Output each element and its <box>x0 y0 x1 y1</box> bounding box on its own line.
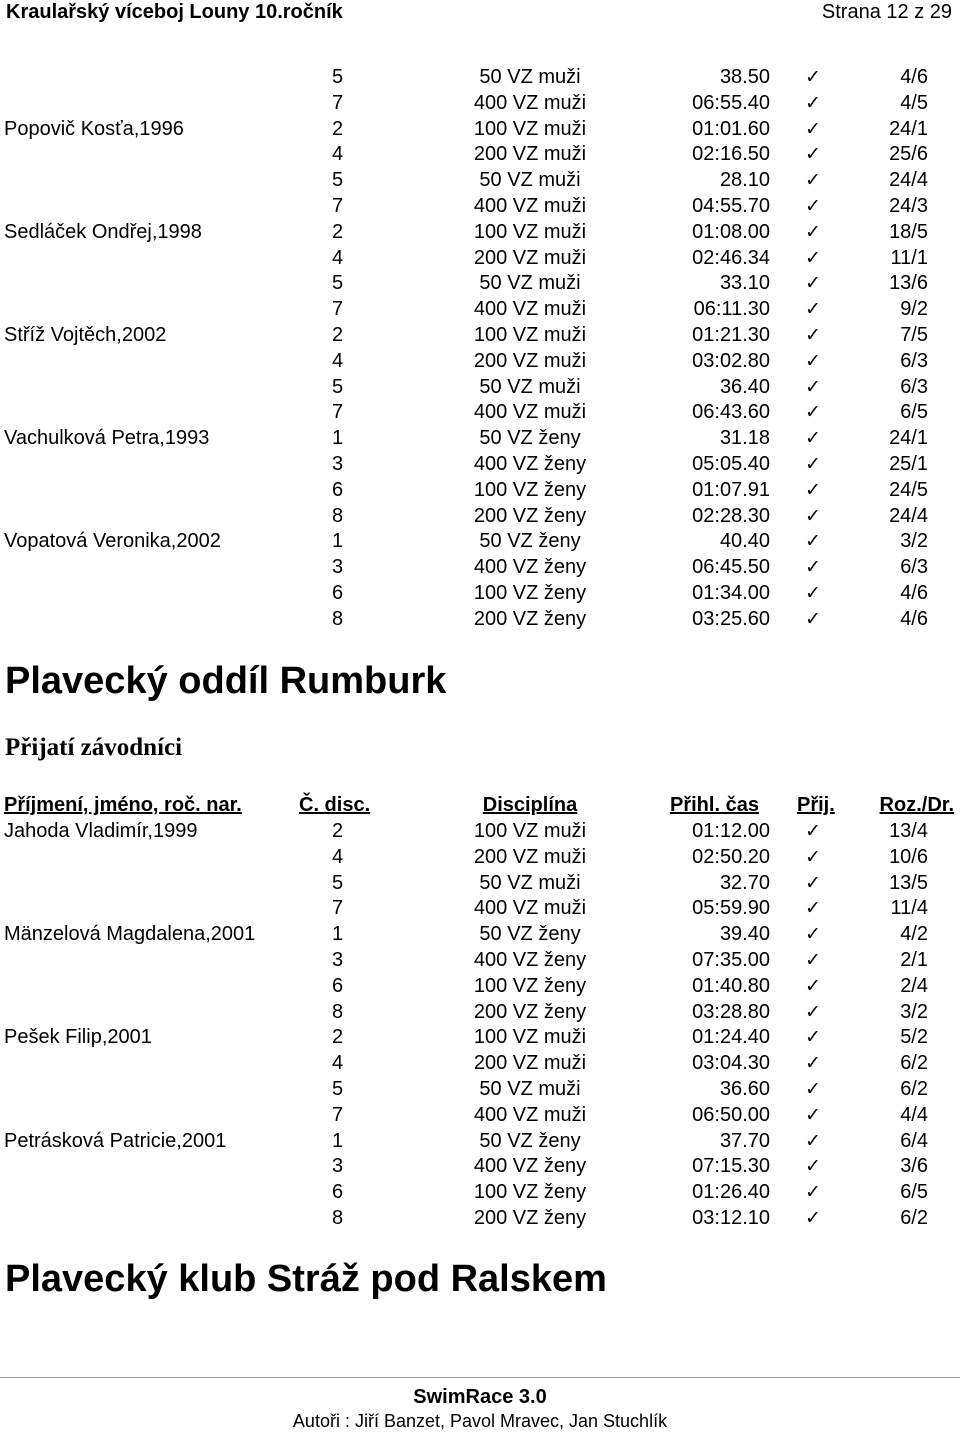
discipline: 400 VZ ženy <box>473 556 587 579</box>
checkmark-icon: ✓ <box>805 401 821 424</box>
entry-time: 31.18 <box>719 427 770 450</box>
table-row <box>0 922 960 948</box>
entry-time: 01:24.40 <box>692 1026 770 1049</box>
entry-time: 32.70 <box>719 871 770 894</box>
checkmark-icon: ✓ <box>805 66 821 88</box>
heat-lane: 24/4 <box>889 504 928 527</box>
table-row <box>0 1077 960 1103</box>
entry-time: 01:21.30 <box>692 323 770 346</box>
heat-lane: 10/6 <box>889 845 928 868</box>
checkmark-icon: ✓ <box>805 1052 821 1075</box>
heat-lane: 25/1 <box>889 452 928 475</box>
heat-lane: 2/4 <box>900 974 928 997</box>
checkmark-icon: ✓ <box>805 1077 821 1100</box>
heat-lane: 13/6 <box>889 272 928 295</box>
event-number: 3 <box>332 556 344 579</box>
checkmark-icon: ✓ <box>805 220 821 243</box>
entry-time: 03:02.80 <box>692 349 770 372</box>
entry-time: 06:50.00 <box>692 1103 770 1126</box>
checkmark-icon: ✓ <box>805 948 821 971</box>
footer-product-name: SwimRace 3.0 <box>413 1386 547 1408</box>
table-row <box>0 349 960 375</box>
checkmark-icon: ✓ <box>805 117 821 140</box>
page-header <box>0 0 960 40</box>
table-row <box>0 1103 960 1129</box>
swimmer-name: Mänzelová Magdalena,2001 <box>4 923 256 946</box>
event-number: 1 <box>332 923 344 946</box>
table-row <box>0 871 960 897</box>
entry-time: 33.10 <box>719 272 770 295</box>
discipline: 400 VZ muži <box>473 91 587 114</box>
entry-time: 03:12.10 <box>692 1206 770 1229</box>
entry-time: 01:07.91 <box>692 478 770 501</box>
checkmark-icon: ✓ <box>805 169 821 192</box>
checkmark-icon: ✓ <box>805 298 821 321</box>
entry-time: 02:46.34 <box>692 246 770 269</box>
event-number: 2 <box>332 1026 344 1049</box>
checkmark-icon: ✓ <box>805 556 821 579</box>
checkmark-icon: ✓ <box>805 974 821 997</box>
table-row <box>0 1051 960 1077</box>
heat-lane: 18/5 <box>889 220 928 243</box>
table-row <box>0 1154 960 1180</box>
event-number: 2 <box>332 220 344 243</box>
entry-time: 37.70 <box>719 1129 770 1152</box>
entry-time: 01:34.00 <box>692 581 770 604</box>
table-row <box>0 1129 960 1155</box>
swimmer-name: Jahoda Vladimír,1999 <box>4 820 198 842</box>
checkmark-icon: ✓ <box>805 1026 821 1049</box>
event-number: 7 <box>332 91 344 114</box>
event-number: 3 <box>332 1155 344 1178</box>
document-title: Kraulařský víceboj Louny 10.ročník <box>6 1 343 23</box>
discipline: 200 VZ ženy <box>473 1206 587 1229</box>
entry-time: 39.40 <box>719 923 770 946</box>
heat-lane: 2/1 <box>900 948 928 971</box>
swimmer-name: Popovič Kosťa,1996 <box>4 117 184 140</box>
table-row <box>0 117 960 143</box>
heat-lane: 6/3 <box>900 349 928 372</box>
entry-time: 02:28.30 <box>692 504 770 527</box>
discipline: 400 VZ muži <box>473 1103 587 1126</box>
footer-authors: Autoři : Jiří Banzet, Pavol Mravec, Jan Stuchlík <box>292 1411 668 1431</box>
table-row <box>0 65 960 91</box>
discipline: 100 VZ ženy <box>473 974 587 997</box>
table-row <box>0 607 960 633</box>
footer-divider <box>0 1377 960 1378</box>
entry-time: 04:55.70 <box>692 194 770 217</box>
discipline: 100 VZ muži <box>473 820 587 842</box>
table-row <box>0 1025 960 1051</box>
discipline: 50 VZ muži <box>479 1077 581 1100</box>
entry-time: 01:12.00 <box>692 820 770 842</box>
discipline: 50 VZ ženy <box>479 530 581 553</box>
column-header-event-number: Č. disc. <box>299 794 371 816</box>
event-number: 5 <box>332 1077 344 1100</box>
discipline: 50 VZ ženy <box>479 427 581 450</box>
event-number: 5 <box>332 169 344 192</box>
discipline: 100 VZ ženy <box>473 581 587 604</box>
heat-lane: 24/1 <box>889 117 928 140</box>
heat-lane: 24/4 <box>889 169 928 192</box>
table-row <box>0 194 960 220</box>
heat-lane: 9/2 <box>900 298 928 321</box>
heat-lane: 4/4 <box>900 1103 928 1126</box>
entry-time: 01:01.60 <box>692 117 770 140</box>
checkmark-icon: ✓ <box>805 1181 821 1204</box>
checkmark-icon: ✓ <box>805 246 821 269</box>
checkmark-icon: ✓ <box>805 897 821 920</box>
heat-lane: 6/3 <box>900 375 928 398</box>
entry-time: 06:55.40 <box>692 91 770 114</box>
entry-time: 02:50.20 <box>692 845 770 868</box>
table-row <box>0 529 960 555</box>
heat-lane: 3/2 <box>900 1000 928 1023</box>
event-number: 4 <box>332 349 344 372</box>
heat-lane: 4/6 <box>900 607 928 630</box>
entry-time: 02:16.50 <box>692 143 770 166</box>
checkmark-icon: ✓ <box>805 478 821 501</box>
checkmark-icon: ✓ <box>805 1206 821 1229</box>
column-header-accepted: Přij. <box>797 794 835 816</box>
results-block-rumburk <box>0 819 960 1232</box>
table-row <box>0 819 960 845</box>
discipline: 200 VZ ženy <box>473 1000 587 1023</box>
heat-lane: 13/5 <box>889 871 928 894</box>
checkmark-icon: ✓ <box>805 349 821 372</box>
event-number: 8 <box>332 1206 344 1229</box>
entry-time: 38.50 <box>719 66 770 88</box>
table-row <box>0 948 960 974</box>
column-header-heat-lane: Roz./Dr. <box>879 794 954 816</box>
heat-lane: 24/5 <box>889 478 928 501</box>
swimmer-name: Vachulková Petra,1993 <box>4 427 210 450</box>
checkmark-icon: ✓ <box>805 923 821 946</box>
discipline: 50 VZ muži <box>479 272 581 295</box>
entry-time: 05:59.90 <box>692 897 770 920</box>
heat-lane: 3/6 <box>900 1155 928 1178</box>
discipline: 50 VZ muži <box>479 871 581 894</box>
event-number: 7 <box>332 897 344 920</box>
table-row <box>0 974 960 1000</box>
table-row <box>0 1206 960 1232</box>
page-number: Strana 12 z 29 <box>821 1 952 23</box>
discipline: 100 VZ muži <box>473 1026 587 1049</box>
checkmark-icon: ✓ <box>805 504 821 527</box>
checkmark-icon: ✓ <box>805 871 821 894</box>
event-number: 1 <box>332 530 344 553</box>
entry-time: 36.40 <box>719 375 770 398</box>
event-number: 4 <box>332 1052 344 1075</box>
heat-lane: 25/6 <box>889 143 928 166</box>
heat-lane: 4/5 <box>900 91 928 114</box>
checkmark-icon: ✓ <box>805 845 821 868</box>
club-heading-straz-pod-ralskem: Plavecký klub Stráž pod Ralskem <box>5 1258 607 1300</box>
entry-time: 05:05.40 <box>692 452 770 475</box>
event-number: 8 <box>332 1000 344 1023</box>
table-row <box>0 323 960 349</box>
discipline: 400 VZ ženy <box>473 1155 587 1178</box>
discipline: 200 VZ ženy <box>473 607 587 630</box>
discipline: 400 VZ ženy <box>473 948 587 971</box>
entry-time: 01:40.80 <box>692 974 770 997</box>
club-heading-rumburk: Plavecký oddíl Rumburk <box>5 660 447 702</box>
discipline: 50 VZ ženy <box>479 923 581 946</box>
event-number: 2 <box>332 323 344 346</box>
event-number: 5 <box>332 871 344 894</box>
table-row <box>0 504 960 530</box>
heat-lane: 4/2 <box>900 923 928 946</box>
checkmark-icon: ✓ <box>805 1000 821 1023</box>
event-number: 8 <box>332 607 344 630</box>
discipline: 50 VZ muži <box>479 375 581 398</box>
checkmark-icon: ✓ <box>805 91 821 114</box>
entry-time: 07:15.30 <box>692 1155 770 1178</box>
table-row <box>0 1000 960 1026</box>
table-row <box>0 271 960 297</box>
table-row <box>0 142 960 168</box>
checkmark-icon: ✓ <box>805 194 821 217</box>
table-row <box>0 220 960 246</box>
checkmark-icon: ✓ <box>805 427 821 450</box>
discipline: 200 VZ muži <box>473 246 587 269</box>
swimmer-name: Sedláček Ondřej,1998 <box>4 220 202 243</box>
heat-lane: 24/3 <box>889 194 928 217</box>
discipline: 100 VZ muži <box>473 220 587 243</box>
entry-time: 06:43.60 <box>692 401 770 424</box>
table-row <box>0 845 960 871</box>
discipline: 200 VZ ženy <box>473 504 587 527</box>
table-row <box>0 555 960 581</box>
swimmer-name: Petrásková Patricie,2001 <box>4 1129 227 1152</box>
event-number: 6 <box>332 974 344 997</box>
event-number: 5 <box>332 375 344 398</box>
checkmark-icon: ✓ <box>805 323 821 346</box>
table-row <box>0 400 960 426</box>
table-row <box>0 896 960 922</box>
discipline: 200 VZ muži <box>473 845 587 868</box>
entry-time: 40.40 <box>719 530 770 553</box>
checkmark-icon: ✓ <box>805 375 821 398</box>
checkmark-icon: ✓ <box>805 530 821 553</box>
entry-time: 07:35.00 <box>692 948 770 971</box>
entry-time: 03:04.30 <box>692 1052 770 1075</box>
heat-lane: 3/2 <box>900 530 928 553</box>
event-number: 6 <box>332 581 344 604</box>
heat-lane: 11/4 <box>890 897 928 920</box>
checkmark-icon: ✓ <box>805 1103 821 1126</box>
column-header-discipline: Disciplína <box>482 794 578 816</box>
discipline: 100 VZ muži <box>473 323 587 346</box>
table-row <box>0 246 960 272</box>
discipline: 50 VZ muži <box>479 169 581 192</box>
entry-time: 06:11.30 <box>693 298 770 321</box>
discipline: 400 VZ muži <box>473 897 587 920</box>
event-number: 5 <box>332 272 344 295</box>
entry-time: 03:28.80 <box>692 1000 770 1023</box>
checkmark-icon: ✓ <box>805 143 821 166</box>
event-number: 6 <box>332 1181 344 1204</box>
table-row <box>0 478 960 504</box>
event-number: 3 <box>332 452 344 475</box>
swimmer-name: Stříž Vojtěch,2002 <box>4 323 167 346</box>
table-row <box>0 1180 960 1206</box>
event-number: 2 <box>332 117 344 140</box>
heat-lane: 6/2 <box>900 1052 928 1075</box>
swimmer-name: Pešek Filip,2001 <box>4 1026 152 1049</box>
heat-lane: 6/4 <box>900 1129 928 1152</box>
heat-lane: 7/5 <box>900 323 928 346</box>
event-number: 7 <box>332 1103 344 1126</box>
table-row <box>0 168 960 194</box>
heat-lane: 6/5 <box>900 1181 928 1204</box>
heat-lane: 6/2 <box>900 1206 928 1229</box>
event-number: 5 <box>332 66 344 88</box>
discipline: 100 VZ ženy <box>473 478 587 501</box>
swimmer-name: Vopatová Veronika,2002 <box>4 530 221 553</box>
column-headers <box>0 794 960 820</box>
heat-lane: 6/3 <box>900 556 928 579</box>
entry-time: 36.60 <box>719 1077 770 1100</box>
event-number: 3 <box>332 948 344 971</box>
entry-time: 06:45.50 <box>692 556 770 579</box>
table-row <box>0 452 960 478</box>
event-number: 6 <box>332 478 344 501</box>
event-number: 1 <box>332 427 344 450</box>
table-row <box>0 426 960 452</box>
table-row <box>0 375 960 401</box>
entry-time: 01:26.40 <box>692 1181 770 1204</box>
event-number: 2 <box>332 820 344 842</box>
heat-lane: 6/5 <box>900 401 928 424</box>
discipline: 200 VZ muži <box>473 349 587 372</box>
discipline: 400 VZ muži <box>473 194 587 217</box>
entry-time: 28.10 <box>719 169 770 192</box>
discipline: 400 VZ muži <box>473 298 587 321</box>
heat-lane: 13/4 <box>889 820 928 842</box>
discipline: 400 VZ ženy <box>473 452 587 475</box>
heat-lane: 24/1 <box>889 427 928 450</box>
event-number: 7 <box>332 298 344 321</box>
heat-lane: 11/1 <box>890 246 928 269</box>
event-number: 4 <box>332 246 344 269</box>
event-number: 7 <box>332 194 344 217</box>
checkmark-icon: ✓ <box>805 1155 821 1178</box>
column-header-entry-time: Přihl. čas <box>670 794 759 816</box>
entry-time: 03:25.60 <box>692 607 770 630</box>
checkmark-icon: ✓ <box>805 272 821 295</box>
heat-lane: 4/6 <box>900 581 928 604</box>
event-number: 4 <box>332 143 344 166</box>
table-row <box>0 581 960 607</box>
heat-lane: 4/6 <box>900 66 928 88</box>
event-number: 8 <box>332 504 344 527</box>
checkmark-icon: ✓ <box>805 581 821 604</box>
discipline: 400 VZ muži <box>473 401 587 424</box>
discipline: 100 VZ muži <box>473 117 587 140</box>
accepted-swimmers-heading: Přijatí závodníci <box>5 734 183 761</box>
discipline: 50 VZ muži <box>479 66 581 88</box>
event-number: 7 <box>332 401 344 424</box>
heat-lane: 6/2 <box>900 1077 928 1100</box>
event-number: 1 <box>332 1129 344 1152</box>
table-row <box>0 91 960 117</box>
event-number: 4 <box>332 845 344 868</box>
checkmark-icon: ✓ <box>805 1129 821 1152</box>
checkmark-icon: ✓ <box>805 820 821 842</box>
discipline: 50 VZ ženy <box>479 1129 581 1152</box>
checkmark-icon: ✓ <box>805 452 821 475</box>
checkmark-icon: ✓ <box>805 607 821 630</box>
entry-time: 01:08.00 <box>692 220 770 243</box>
results-block-previous-club <box>0 65 960 633</box>
discipline: 100 VZ ženy <box>473 1181 587 1204</box>
discipline: 200 VZ muži <box>473 1052 587 1075</box>
column-header-name: Příjmení, jméno, roč. nar. <box>4 794 242 816</box>
table-row <box>0 297 960 323</box>
discipline: 200 VZ muži <box>473 143 587 166</box>
heat-lane: 5/2 <box>900 1026 928 1049</box>
